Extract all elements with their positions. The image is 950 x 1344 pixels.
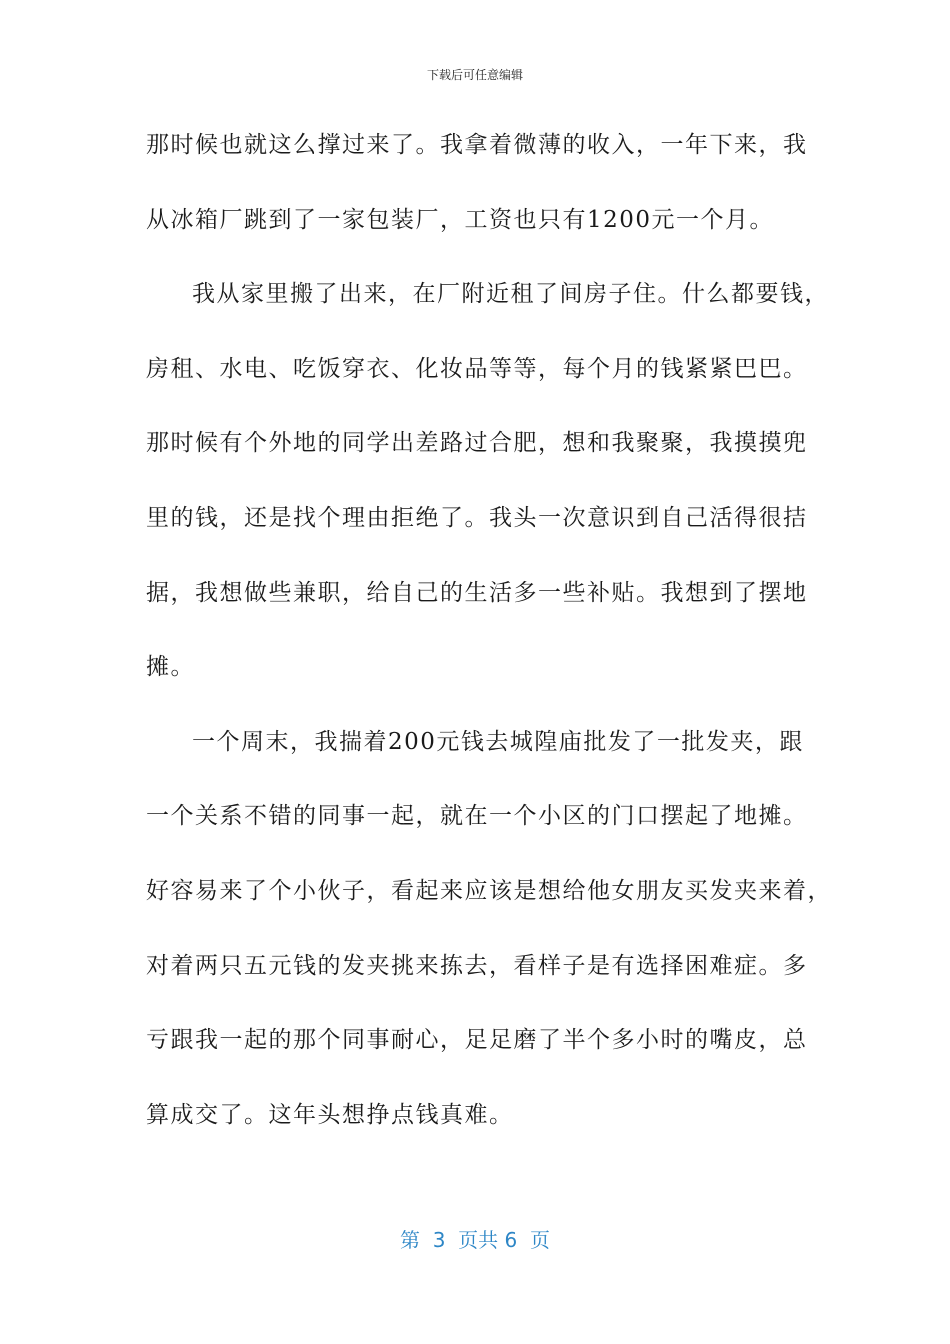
text-line: 那时候有个外地的同学出差路过合肥，想和我聚聚，我摸摸兜 — [146, 430, 808, 457]
text-line: 我从家里搬了出来，在厂附近租了间房子住。什么都要钱， — [192, 281, 829, 308]
text-line: 一个周末，我揣着200元钱去城隍庙批发了一批发夹，跟 — [192, 728, 804, 755]
text-line: 一个关系不错的同事一起，就在一个小区的门口摆起了地摊。 — [146, 803, 808, 830]
text-line: 算成交了。这年头想挣点钱真难。 — [146, 1101, 514, 1128]
text-line: 那时候也就这么撑过来了。我拿着微薄的收入，一年下来，我 — [146, 132, 808, 158]
text-line: 对着两只五元钱的发夹挑来拣去，看样子是有选择困难症。多 — [146, 952, 808, 979]
page-header: 下载后可任意编辑 — [426, 68, 523, 82]
text-line: 里的钱，还是找个理由拒绝了。我头一次意识到自己活得很拮 — [146, 504, 808, 531]
text-line: 房租、水电、吃饭穿衣、化妆品等等，每个月的钱紧紧巴巴。 — [146, 355, 808, 382]
text-line: 据，我想做些兼职，给自己的生活多一些补贴。我想到了摆地 — [146, 579, 808, 606]
text-line: 好容易来了个小伙子，看起来应该是想给他女朋友买发夹来着， — [146, 877, 832, 904]
text-line: 亏跟我一起的那个同事耐心，足足磨了半个多小时的嘴皮，总 — [146, 1027, 808, 1054]
text-line: 从冰箱厂跳到了一家包装厂，工资也只有1200元一个月。 — [146, 206, 775, 233]
text-line: 摊。 — [146, 654, 195, 681]
document-body — [146, 120, 832, 1164]
page-number-footer: 第 3 页共 6 页 — [400, 1228, 550, 1252]
